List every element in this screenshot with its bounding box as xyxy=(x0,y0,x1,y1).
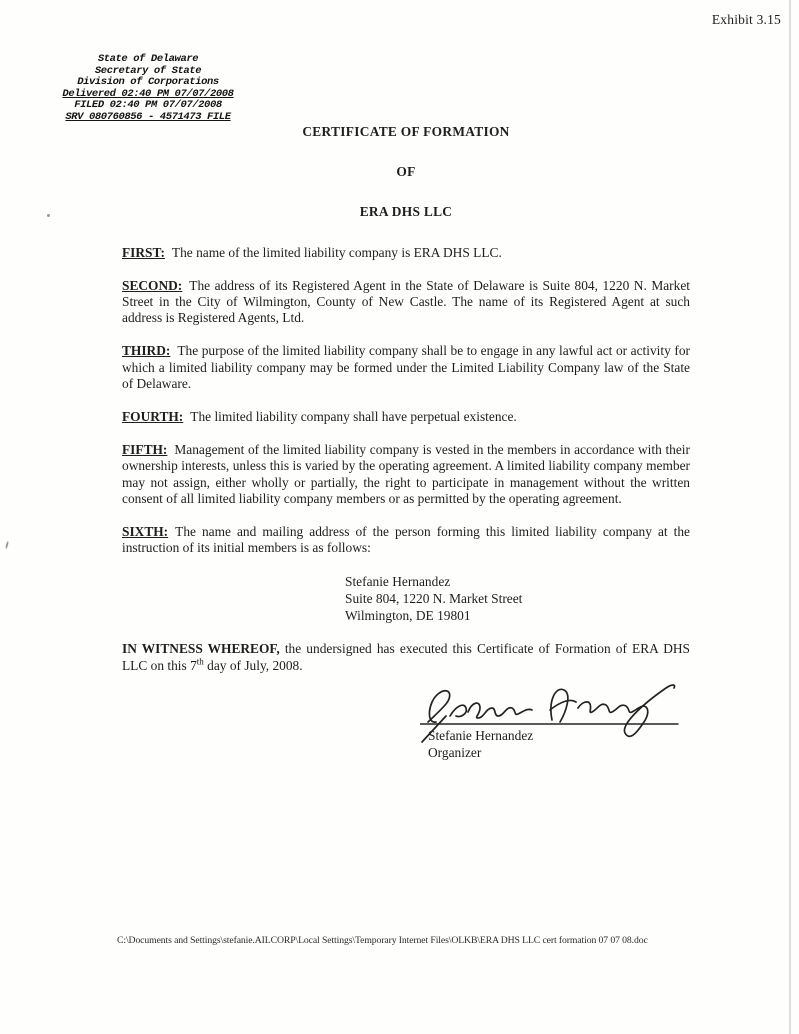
article-second-label: SECOND: xyxy=(122,277,183,293)
article-fifth-label: FIFTH: xyxy=(122,442,168,458)
scan-speck xyxy=(5,541,9,549)
article-sixth-label: SIXTH: xyxy=(122,524,169,540)
stamp-line: State of Delaware xyxy=(97,53,199,65)
article-sixth-text: The name and mailing address of the person forming this limited liability company at the instruction of its initial members is as follows: xyxy=(122,524,690,556)
article-sixth xyxy=(122,524,690,556)
article-fourth-text: The limited liability company shall have perpetual existence. xyxy=(190,409,517,425)
witness-lead: IN WITNESS WHEREOF, xyxy=(122,641,280,657)
article-second-text: The address of its Registered Agent in the State of Delaware is Suite 804, 1220 N. Market Street in the City of Wilmington, County of New Castle. The name of its Registered Agent at such address is Registered Agents, Ltd. xyxy=(122,277,690,326)
stamp-line: Secretary of State xyxy=(94,64,202,77)
signature-block xyxy=(422,680,690,772)
article-third xyxy=(122,343,690,392)
scan-artifact-line xyxy=(789,0,791,1034)
stamp-line-srv: SRV 080760856 - 4571473 FILE xyxy=(65,110,231,123)
signature-typed-name: Stefanie Hernandez xyxy=(428,727,534,743)
delaware-filing-stamp xyxy=(50,54,246,124)
stamp-line: Division of Corporations xyxy=(77,76,219,89)
company-name-title: ERA DHS LLC xyxy=(359,204,453,220)
article-fifth-text: Management of the limited liability company is vested in the members in accordance with their ownership interests, unless this is varied by the operating agreement. A limited liability company member may not assign, either wholly or partially, the right to participate in management without the written consent of all limited liability company members or as permitted by the operating agreement. xyxy=(122,442,690,506)
document-body xyxy=(122,124,690,772)
article-fourth-label: FOURTH: xyxy=(122,409,184,425)
article-fifth xyxy=(122,442,690,507)
document-title-of: OF xyxy=(396,164,416,180)
signature-role: Organizer xyxy=(428,744,482,760)
stamp-line-delivered: Delivered 02:40 PM 07/07/2008 xyxy=(62,87,234,100)
document-title: CERTIFICATE OF FORMATION xyxy=(302,124,510,139)
witness-text-after: day of July, 2008. xyxy=(203,657,303,673)
exhibit-label: Exhibit 3.15 xyxy=(711,12,781,27)
document-file-path: C:\Documents and Settings\stefanie.AILCORP\Local Settings\Temporary Internet Files\OLKB\ERA DHS LLC cert formation 07 07 08.doc xyxy=(117,935,648,946)
article-fourth xyxy=(122,409,690,425)
witness-text-before: the undersigned has executed this Certificate of Formation of ERA DHS LLC on this 7 xyxy=(122,641,690,673)
article-first-text: The name of the limited liability company is ERA DHS LLC. xyxy=(171,244,502,260)
ordinal-superscript: th xyxy=(196,656,204,667)
article-first-label: FIRST: xyxy=(122,244,165,260)
scan-speck xyxy=(47,214,50,217)
organizer-city-line: Wilmington, DE 19801 xyxy=(345,608,471,624)
article-third-label: THIRD: xyxy=(122,343,171,359)
article-first xyxy=(122,245,690,261)
organizer-name-line: Stefanie Hernandez xyxy=(345,574,451,590)
article-third-text: The purpose of the limited liability company shall be to engage in any lawful act or activity for which a limited liability company may be formed under the Limited Liability Company law of the State of Delaware. xyxy=(122,343,690,391)
witness-clause xyxy=(122,641,690,673)
article-second xyxy=(122,278,690,327)
organizer-street-line: Suite 804, 1220 N. Market Street xyxy=(345,591,523,607)
organizer-address-block xyxy=(345,573,690,624)
stamp-line-filed: FILED 02:40 PM 07/07/2008 xyxy=(74,99,222,112)
